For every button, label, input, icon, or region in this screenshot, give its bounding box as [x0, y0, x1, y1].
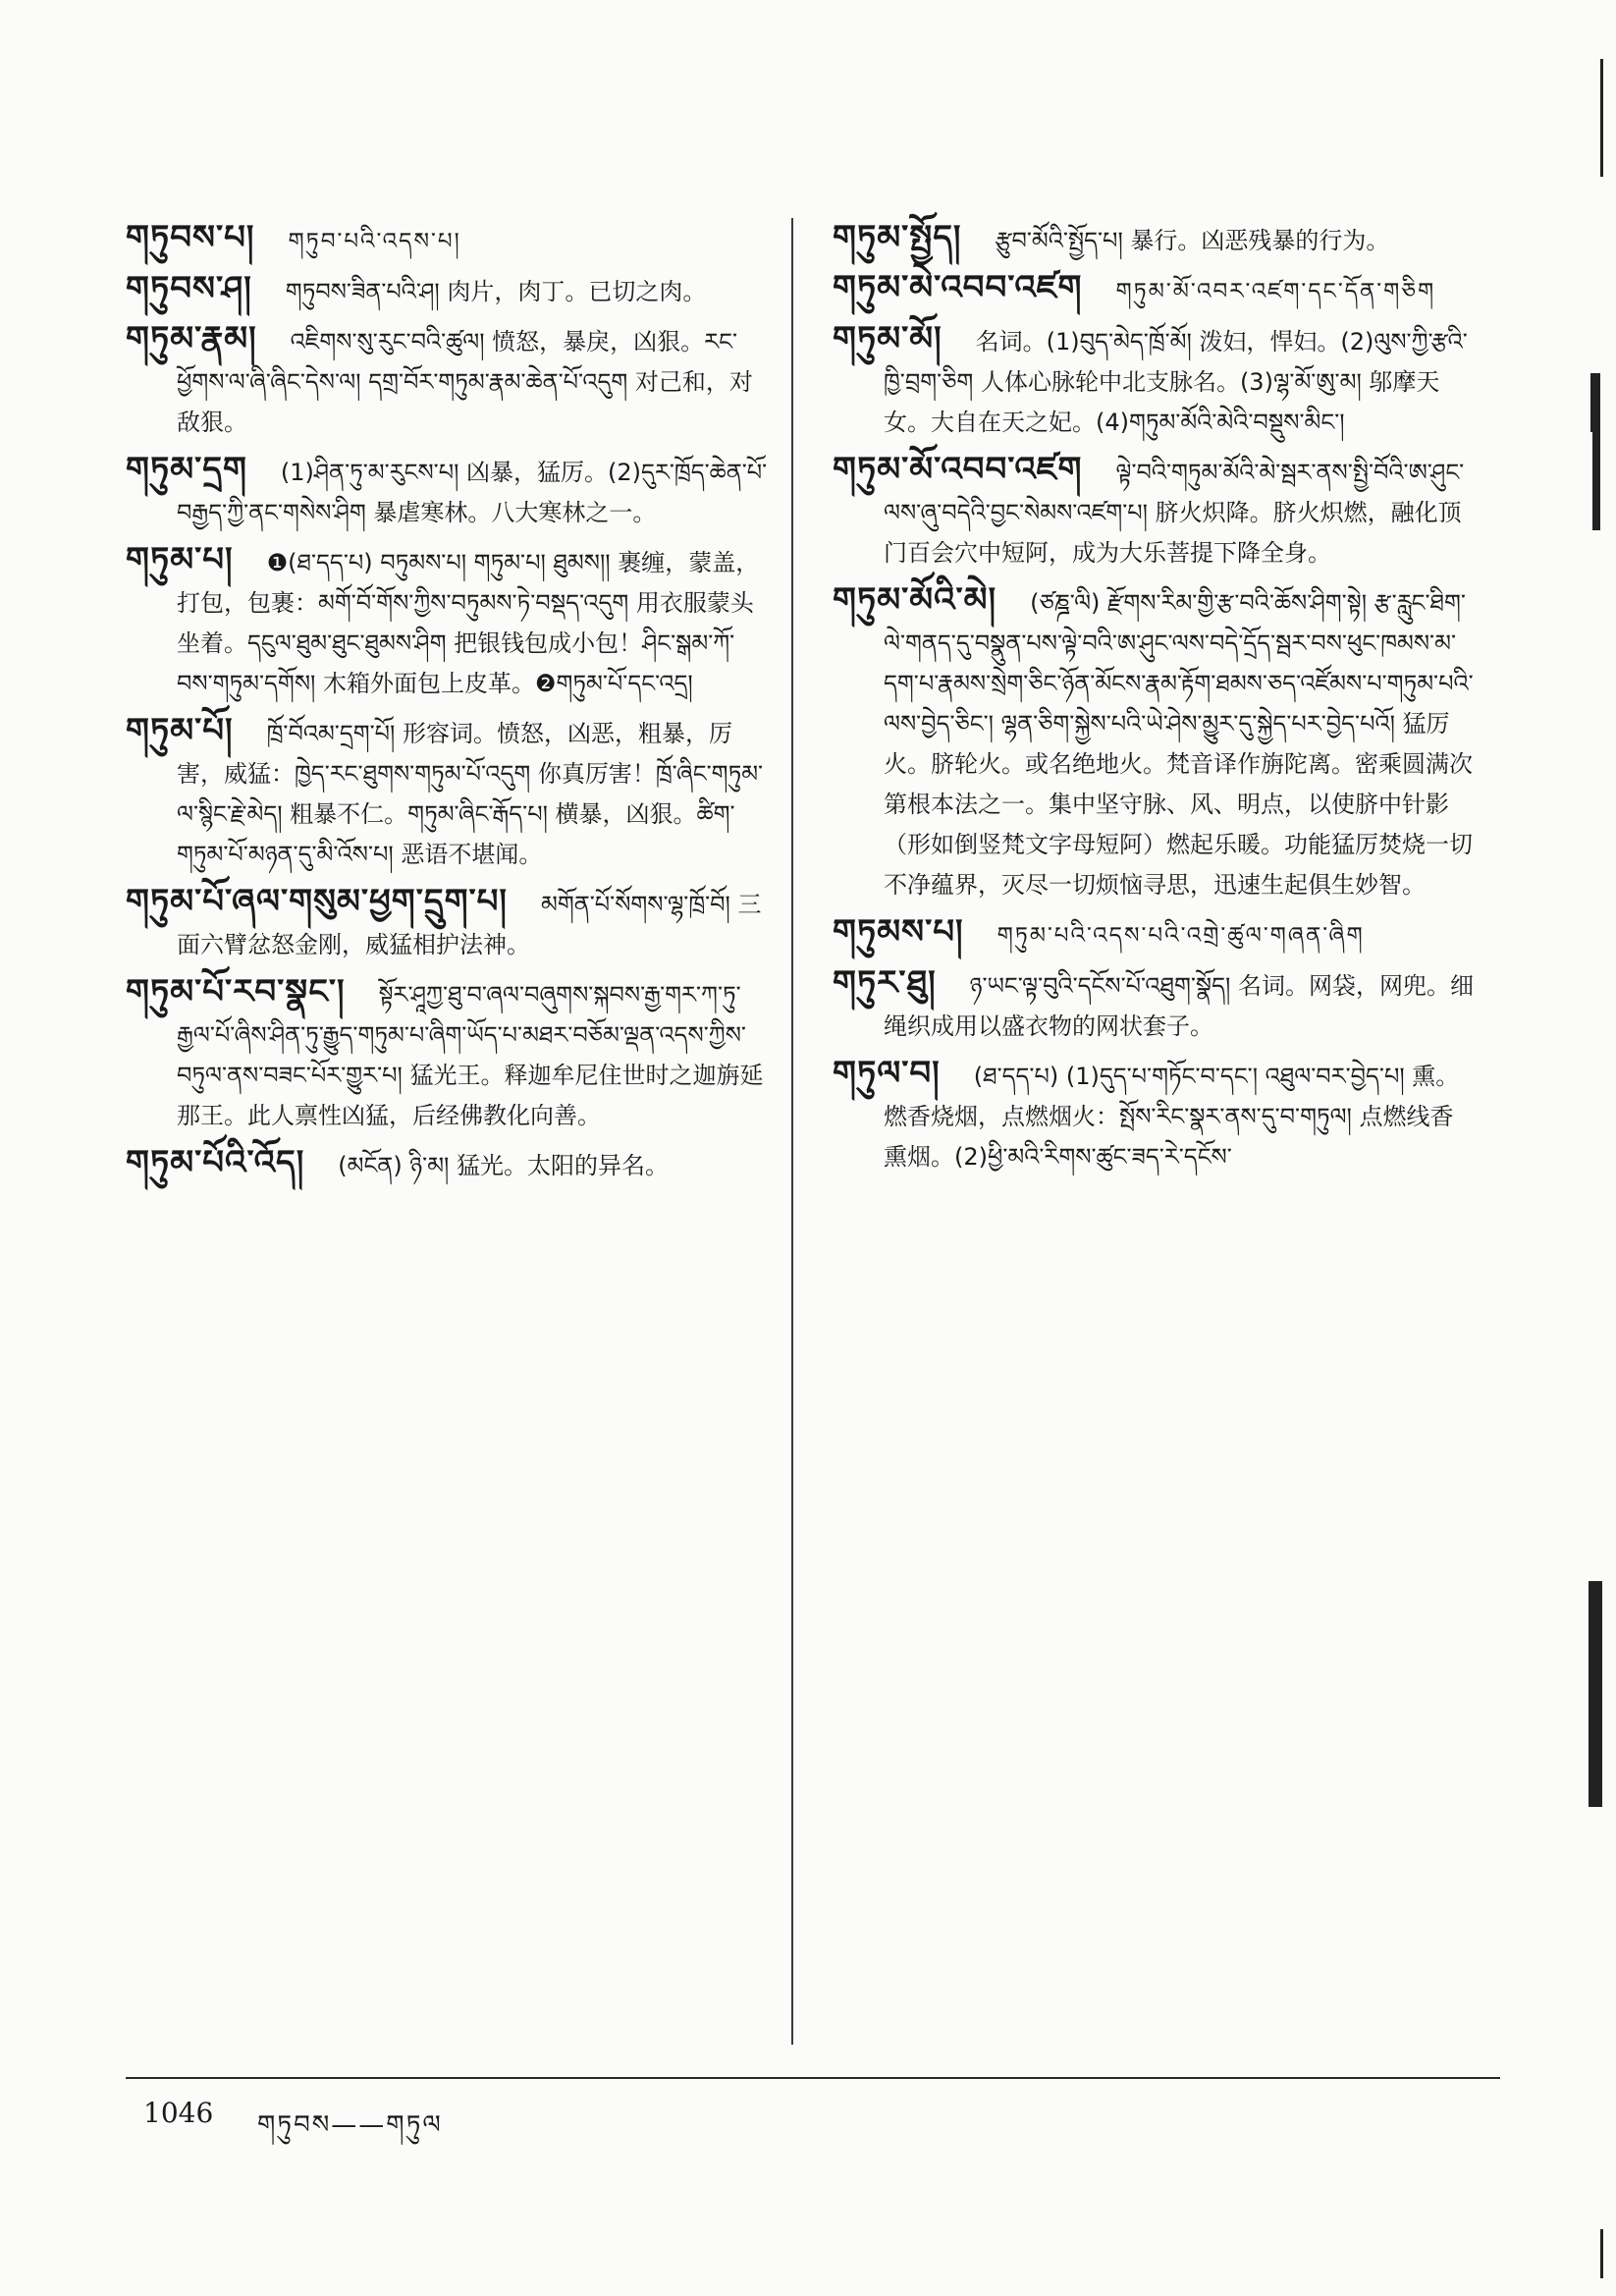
dictionary-entry [833, 1054, 1476, 1177]
entry-definition: གཏུབས་ཟིན་པའི་ཤ། 肉片，肉丁。已切之肉。 [285, 278, 707, 305]
entry-headword: གཏུམ་པོ། [126, 711, 234, 750]
scan-mark [1600, 2229, 1603, 2278]
dictionary-entry [126, 450, 769, 533]
entry-headword: གཏུམ་པོ་རབ་སྣང་། [126, 972, 346, 1011]
entry-definition: གཏུམ་པའི་འདས་པའི་འགྲེ་ཚུལ་གཞན་ཞིག [997, 923, 1365, 949]
dictionary-entry [833, 580, 1476, 905]
scan-mark [1589, 1581, 1602, 1807]
entry-headword: གཏུམ་པོ་ཞལ་གསུམ་ཕྱག་དྲུག་པ། [126, 882, 508, 921]
entry-definition: གཏུབ་པའི་འདས་པ། [288, 229, 461, 254]
right-column [833, 218, 1476, 1184]
dictionary-entry [126, 218, 769, 262]
entry-definition: གཏུམ་མོ་འབར་འཛག་དང་དོན་གཅིག [1115, 279, 1436, 304]
entry-headword: གཏུམ་སྤྱོད། [833, 218, 962, 257]
dictionary-entry [126, 269, 769, 312]
entry-definition: (1)ཤིན་ཏུ་མ་རུངས་པ། 凶暴，猛厉。(2)དུར་ཁྲོད་ཆེན་པོ་བརྒྱད་ཀྱི་ནང་གསེས་ཤིག 暴虐寒林。八大寒林之一。 [177, 459, 768, 526]
entry-definition: 名词。(1)བུད་མེད་ཁྲོ་མོ། 泼妇，悍妇。(2)ལུས་ཀྱི་རྩའི་ཁྱི་བྲག་ཅིག 人体心脉轮中北支脉名。(3)ལྷ་མོ་ཨུ་མ། 邬摩天女。大自在天之妃。(4)གཏུམ་མོའི་མེའི་བསྡུས་མིང་། [884, 328, 1468, 436]
dictionary-entry [833, 912, 1476, 957]
dictionary-entry [126, 972, 769, 1136]
entry-headword: གཏུམ་མོ་འབབ་འཛག [833, 450, 1083, 489]
entry-definition: ❶(ཐ་དད་པ) བཏུམས་པ། གཏུམ་པ། ཐུམས།། 裹缠，蒙盖，打包，包裹：མགོ་བོ་གོས་ཀྱིས་བཏུམས་ཏེ་བསྡད་འདུག 用衣服蒙头坐着。དངུལ་ཐུམ་ཐུང་ཐུམས་ཤིག 把银钱包成小包！ཤིང་སྒམ་ཀོ་བས་གཏུམ་དགོས། 木箱外面包上皮革。❷གཏུམ་པོ་དང་འདྲ། [177, 549, 760, 697]
footer-rule [126, 2077, 1500, 2079]
entry-headword: གཏུམ་མེ་འབབ་འཛག [833, 268, 1083, 307]
entry-headword: གཏུམ་རྣམ། [126, 319, 257, 358]
dictionary-entry [833, 218, 1476, 261]
entry-headword: གཏུམས་པ། [833, 912, 964, 952]
running-head: གཏུབས——གཏུལ [257, 2110, 443, 2140]
entry-headword: གཏུལ་བ། [833, 1054, 941, 1093]
entry-headword: གཏུམ་དྲག [126, 450, 247, 489]
entry-definition: ཁྲོ་བོའམ་དྲག་པོ། 形容词。愤怒，凶恶，粗暴，厉害，威猛：ཁྱེད་རང་ཐུགས་གཏུམ་པོ་འདུག 你真厉害！ཁྲོ་ཞིང་གཏུམ་ལ་སྙིང་རྗེ་མེད། 粗暴不仁。གཏུམ་ཞིང་རྒོད་པ། 横暴，凶狠。ཚིག་གཏུམ་པོ་མཉན་དུ་མི་འོས་པ། 恶语不堪闻。 [177, 720, 764, 868]
dictionary-entry [126, 1143, 769, 1186]
scan-mark [1592, 432, 1600, 530]
left-column [126, 218, 769, 1193]
entry-definition: ལྟེ་བའི་གཏུམ་མོའི་མེ་སྦར་ནས་སྤྱི་བོའི་ཨ་ཤུང་ལས་ཞུ་བདེའི་བྱང་སེམས་འཛག་པ། 脐火炽降。脐火炽燃，融化顶门百会穴中短阿，成为大乐菩提下降全身。 [884, 459, 1465, 567]
entry-definition: འཇིགས་སུ་རུང་བའི་ཚུལ། 愤怒，暴戾，凶狠。རང་ཕྱོགས་ལ་ཞི་ཞིང་དེས་ལ། དགྲ་བོར་གཏུམ་རྣམ་ཆེན་པོ་འདུག 对己和，对敌狠。 [177, 328, 753, 436]
dictionary-entry [126, 711, 769, 875]
scan-mark [1600, 59, 1603, 177]
scan-edge-marks [1571, 0, 1616, 2296]
entry-headword: གཏུར་ཐུ། [833, 963, 937, 1003]
entry-definition: (ཐ་དད་པ) (1)དུད་པ་གཏོང་བ་དང་། འཐུལ་བར་བྱེད་པ། 熏。燃香烧烟，点燃烟火：སྤོས་རིང་སྣར་ནས་དུ་བ་གཏུལ། 点燃线香熏烟。(2)ཕྱི་མའི་རིགས་ཚུང་ཟད་རེ་དངོས་ [884, 1063, 1460, 1171]
dictionary-entry [126, 540, 769, 704]
dictionary-entry [126, 319, 769, 443]
entry-headword: གཏུམ་པ། [126, 540, 234, 579]
entry-headword: གཏུབས་ཤ། [126, 269, 252, 308]
entry-headword: གཏུམ་མོའི་མེ། [833, 580, 997, 620]
entry-definition: སྟོར་ཤཱཀྱ་ཐུ་བ་ཞལ་བཞུགས་སྐབས་རྒྱ་གར་ཀ་ཏུ་རྒྱལ་པོ་ཞིས་ཤིན་ཏུ་རྒྱུད་གཏུམ་པ་ཞིག་ཡོད་པ་མཐར་བཅོམ་ལྡན་འདས་ཀྱིས་བཏུལ་ནས་བཟང་པོར་གྱུར་པ། 猛光王。释迦牟尼住世时之迦旃延那王。此人禀性凶猛，后经佛教化向善。 [177, 981, 764, 1129]
page-number: 1046 [143, 2097, 214, 2129]
entry-definition: (ཙཎྜ་ལི) རྫོགས་རིམ་གྱི་རྩ་བའི་ཆོས་ཤིག་སྟེ། རྩ་རླུང་ཐིག་ལེ་གནད་དུ་བསྣུན་པས་ལྟེ་བའི་ཨ་ཤུང་ལས་བདེ་དྲོད་སྦར་བས་ཕུང་ཁམས་མ་དག་པ་རྣམས་སྲེག་ཅིང་ཉོན་མོངས་རྣམ་རྟོག་ཐམས་ཅད་འཛོམས་པ་གཏུམ་པའི་ལས་བྱེད་ཅིང་། ལྷན་ཅིག་སྐྱེས་པའི་ཡེ་ཤེས་མྱུར་དུ་སྐྱེད་པར་བྱེད་པའོ། 猛厉火。脐轮火。或名绝地火。梵音译作旃陀离。密乘圆满次第根本法之一。集中坚守脉、风、明点，以使脐中针影（形如倒竖梵文字母短阿）燃起乐暖。功能猛厉焚烧一切不净蕴界，灭尽一切烦恼寻思，迅速生起俱生妙智。 [884, 589, 1474, 899]
scan-mark [1590, 373, 1600, 432]
dictionary-entry [833, 963, 1476, 1047]
entry-headword: གཏུབས་པ། [126, 218, 255, 257]
dictionary-entry [833, 268, 1476, 312]
entry-headword: གཏུམ་པོའི་འོད། [126, 1143, 305, 1182]
entry-definition: ཉ་ཡང་ལྟ་བུའི་དངོས་པོ་འཐུག་སྣོད། 名词。网袋，网兜。细绳织成用以盛衣物的网状套子。 [884, 972, 1474, 1040]
entry-definition: རྩུབ་མོའི་སྤྱོད་པ། 暴行。凶恶残暴的行为。 [995, 227, 1390, 254]
dictionary-entry [126, 882, 769, 965]
entry-definition: (མངོན) ཉི་མ། 猛光。太阳的异名。 [338, 1152, 669, 1179]
dictionary-entry [833, 450, 1476, 574]
entry-definition: མགོན་པོ་སོགས་ལྷ་ཁྲོ་བོ། 三面六臂忿怒金刚，威猛相护法神。 [177, 891, 762, 958]
entry-headword: གཏུམ་མོ། [833, 319, 943, 358]
dictionary-entry [833, 319, 1476, 443]
column-divider [791, 218, 793, 2045]
